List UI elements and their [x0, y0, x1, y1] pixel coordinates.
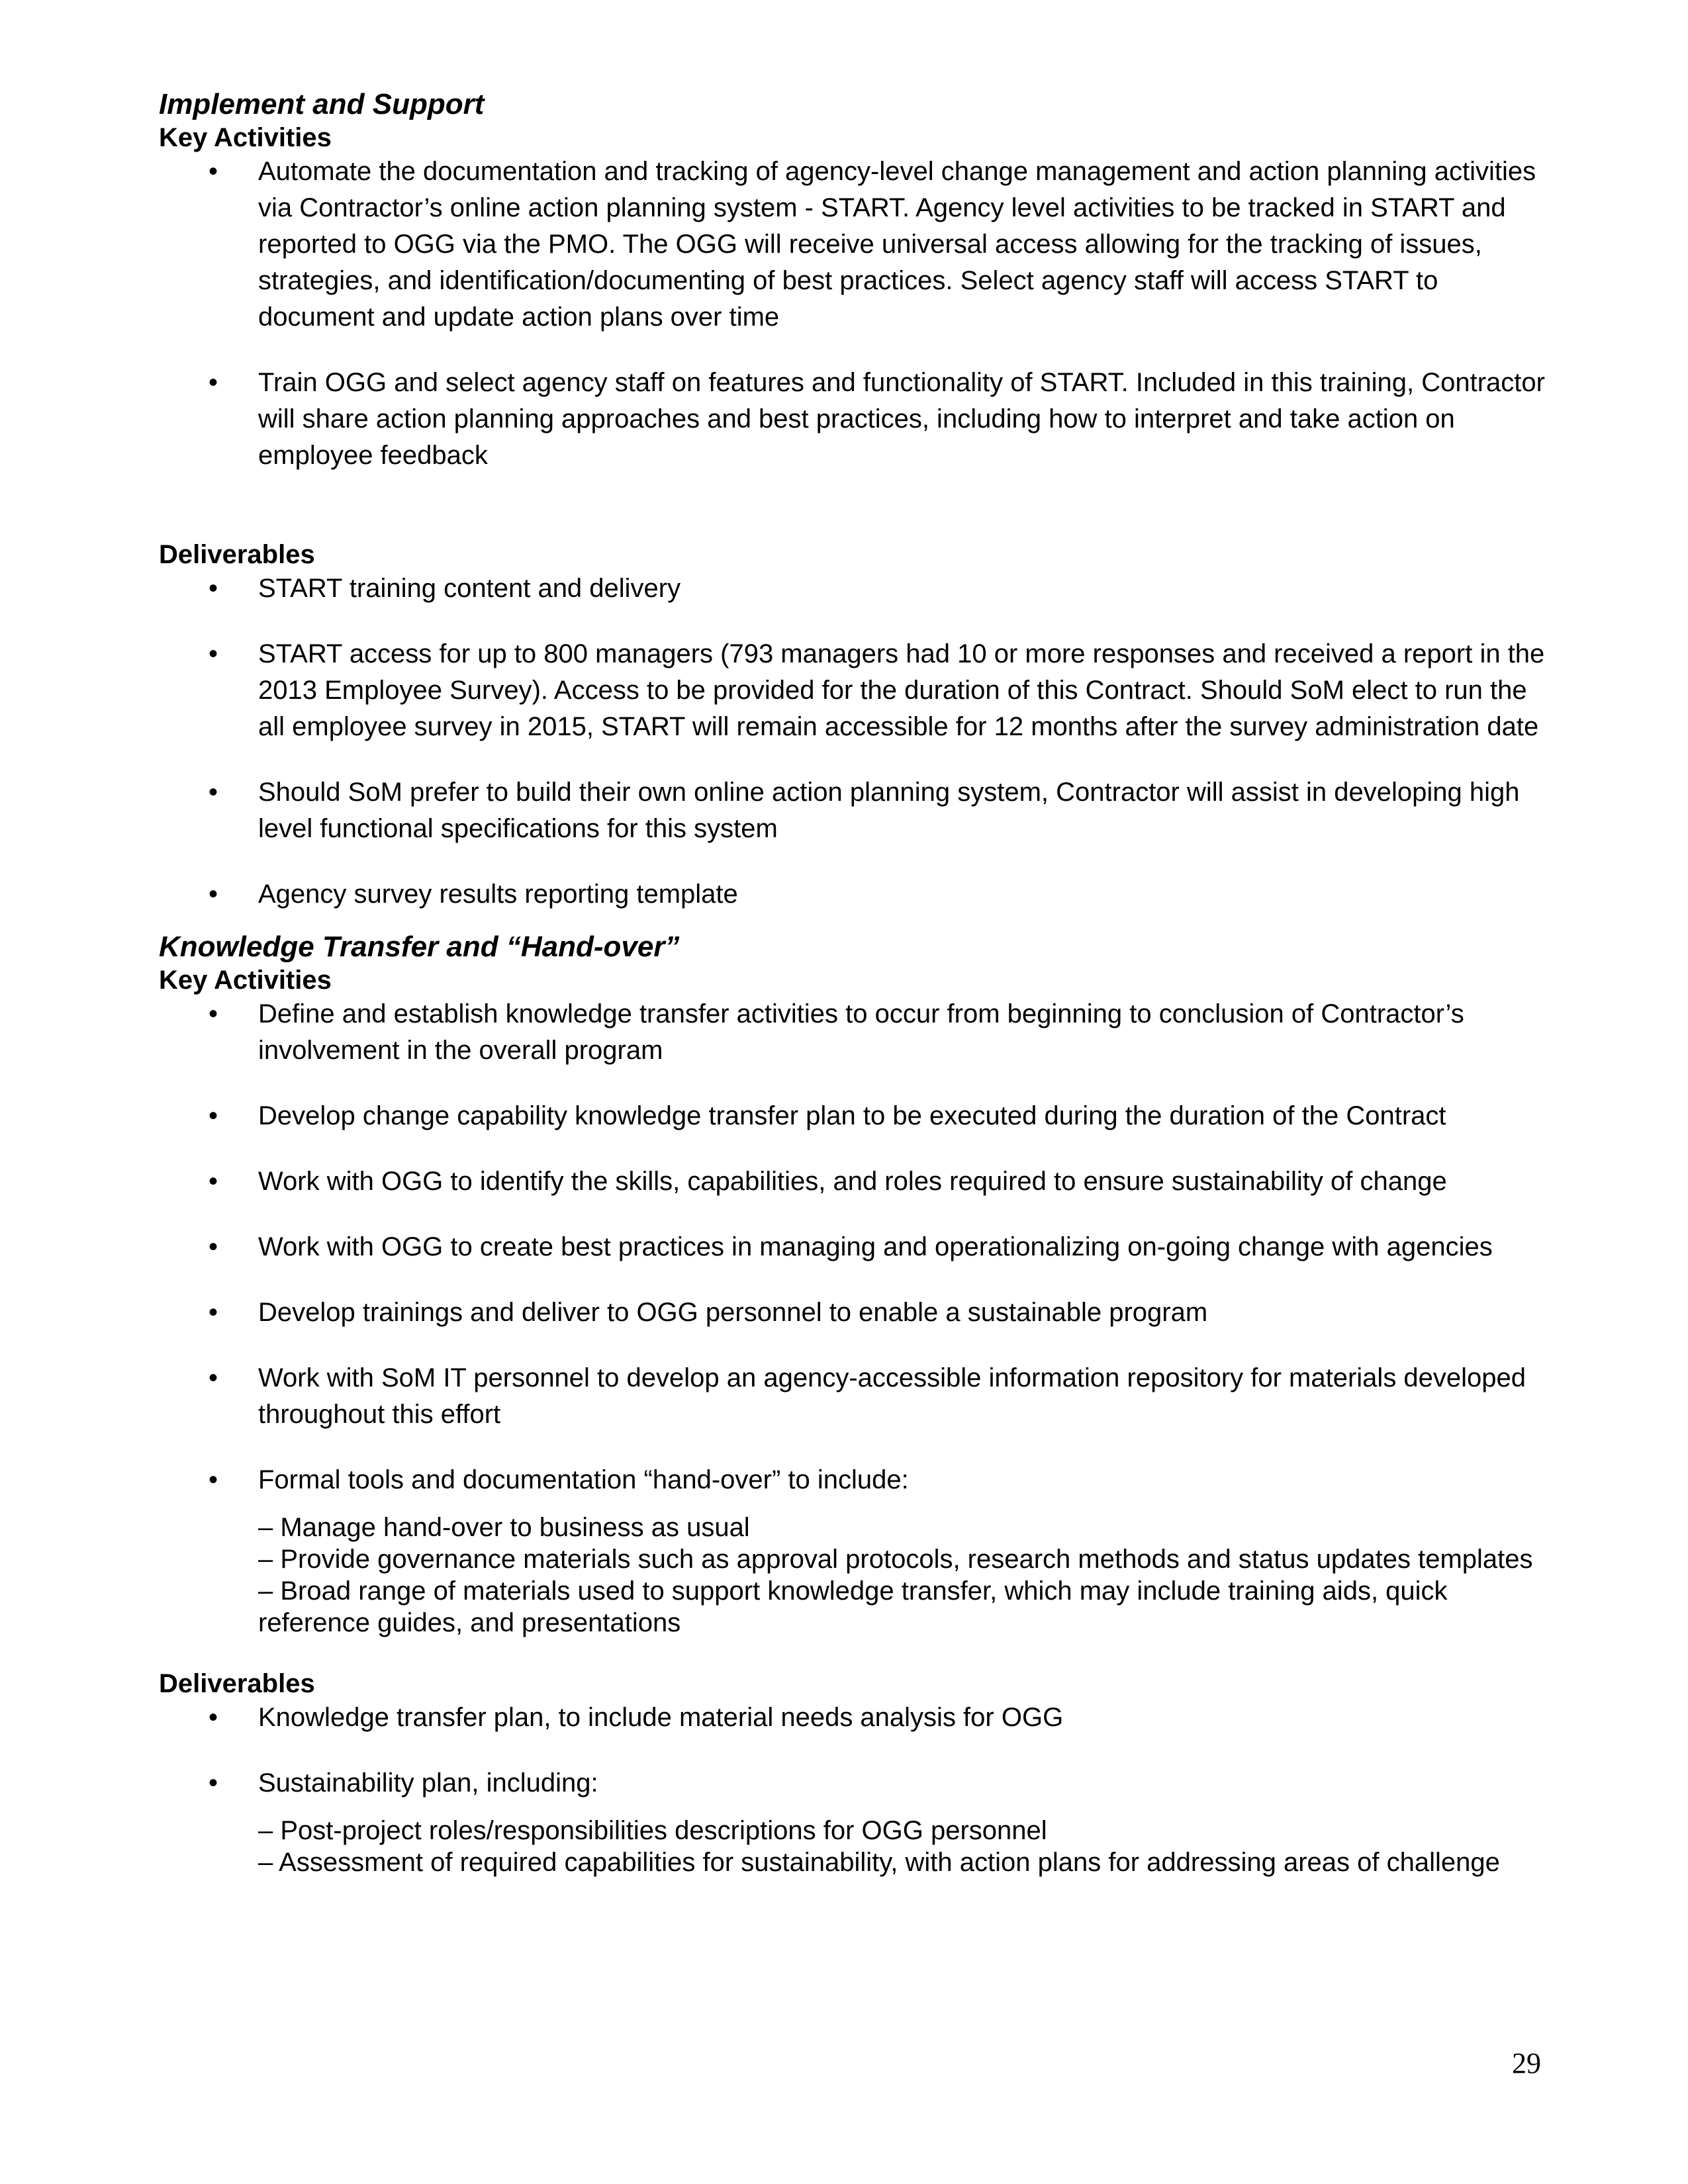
sublist-item: – Post-project roles/responsibilities descriptions for OGG personnel	[258, 1816, 1047, 1845]
bullet-icon: •	[209, 999, 218, 1028]
handover-sublist	[258, 1512, 1556, 1639]
sublist-item: – Broad range of materials used to support knowledge transfer, which may include training aids, quick reference guides, and presentations	[258, 1576, 1448, 1637]
list-item-text: Develop trainings and deliver to OGG personnel to enable a sustainable program	[258, 1298, 1208, 1327]
list-item-text: Develop change capability knowledge transfer plan to be executed during the duration of the Contract	[258, 1101, 1446, 1130]
bullet-icon: •	[209, 574, 218, 603]
bullet-icon: •	[209, 1298, 218, 1327]
key-activities-heading: Key Activities	[159, 123, 332, 152]
list-item	[159, 1765, 1556, 1801]
document-page	[159, 87, 1556, 1878]
deliverables-heading: Deliverables	[159, 540, 315, 569]
key-activities-heading: Key Activities	[159, 966, 332, 995]
list-item	[159, 1229, 1556, 1265]
page-number: 29	[1512, 2047, 1541, 2079]
bullet-icon: •	[209, 157, 218, 186]
list-item-text: Knowledge transfer plan, to include material needs analysis for OGG	[258, 1703, 1064, 1732]
bullet-icon: •	[209, 1465, 218, 1494]
bullet-icon: •	[209, 1232, 218, 1261]
list-item	[159, 1098, 1556, 1134]
list-item-text: Define and establish knowledge transfer activities to occur from beginning to conclusion of Contractor’s involvement in the overall program	[258, 999, 1464, 1065]
list-item	[159, 154, 1556, 336]
deliverables-list	[159, 570, 1556, 913]
bullet-icon: •	[209, 368, 218, 397]
list-item	[159, 570, 1556, 607]
list-item-text: Work with OGG to identify the skills, capabilities, and roles required to ensure sustainability of change	[258, 1167, 1447, 1196]
list-item	[159, 996, 1556, 1069]
list-item-text: START training content and delivery	[258, 574, 681, 603]
list-item	[159, 1295, 1556, 1331]
key-activities-list	[159, 154, 1556, 474]
section-title-implement-support: Implement and Support	[159, 88, 485, 120]
list-item	[159, 1163, 1556, 1200]
list-item-text: Work with OGG to create best practices in managing and operationalizing on-going change with agencies	[258, 1232, 1493, 1261]
list-item	[159, 636, 1556, 745]
sublist-item: – Manage hand-over to business as usual	[258, 1513, 750, 1542]
section-title-knowledge-transfer: Knowledge Transfer and “Hand-over”	[159, 931, 680, 963]
list-item-text: START access for up to 800 managers (793 managers had 10 or more responses and received a report in the 2013 Employee Survey). Access to be provided for the duration of this Contract. Should SoM elect to run the all employee survey in 2015, START will remain accessible for 12 months after the survey administration date	[258, 639, 1545, 741]
deliverables-list	[159, 1700, 1556, 1801]
list-item	[159, 1462, 1556, 1498]
list-item-text: Train OGG and select agency staff on features and functionality of START. Included in this training, Contractor will share action planning approaches and best practices, including how to interpret and take action on employee feedback	[258, 368, 1545, 470]
sustainability-sublist	[258, 1815, 1556, 1878]
bullet-icon: •	[209, 1167, 218, 1196]
bullet-icon: •	[209, 1703, 218, 1732]
sublist-item: – Assessment of required capabilities for sustainability, with action plans for addressing areas of challenge	[258, 1848, 1500, 1877]
list-item-text: Agency survey results reporting template	[258, 880, 738, 909]
sublist-item: – Provide governance materials such as approval protocols, research methods and status updates templates	[258, 1545, 1533, 1574]
list-item	[159, 876, 1556, 913]
bullet-icon: •	[209, 639, 218, 668]
deliverables-heading: Deliverables	[159, 1669, 315, 1698]
list-item-text: Work with SoM IT personnel to develop an agency-accessible information repository for materials developed throughout this effort	[258, 1363, 1526, 1429]
list-item	[159, 1700, 1556, 1736]
list-item-text: Formal tools and documentation “hand-over” to include:	[258, 1465, 909, 1494]
list-item	[159, 1360, 1556, 1433]
bullet-icon: •	[209, 778, 218, 807]
list-item-text: Automate the documentation and tracking of agency-level change management and action planning activities via Contractor’s online action planning system - START. Agency level activities to be tracked in START and reported to OGG via the PMO. The OGG will receive universal access allowing for the tracking of issues, strategies, and identification/documenting of best practices. Select agency staff will access START to document and update action plans over time	[258, 157, 1536, 332]
key-activities-list	[159, 996, 1556, 1498]
list-item-text: Should SoM prefer to build their own online action planning system, Contractor will assist in developing high level functional specifications for this system	[258, 778, 1520, 843]
list-item	[159, 365, 1556, 474]
bullet-icon: •	[209, 1101, 218, 1130]
list-item	[159, 774, 1556, 847]
list-item-text: Sustainability plan, including:	[258, 1768, 598, 1797]
bullet-icon: •	[209, 1768, 218, 1797]
bullet-icon: •	[209, 1363, 218, 1392]
bullet-icon: •	[209, 880, 218, 909]
